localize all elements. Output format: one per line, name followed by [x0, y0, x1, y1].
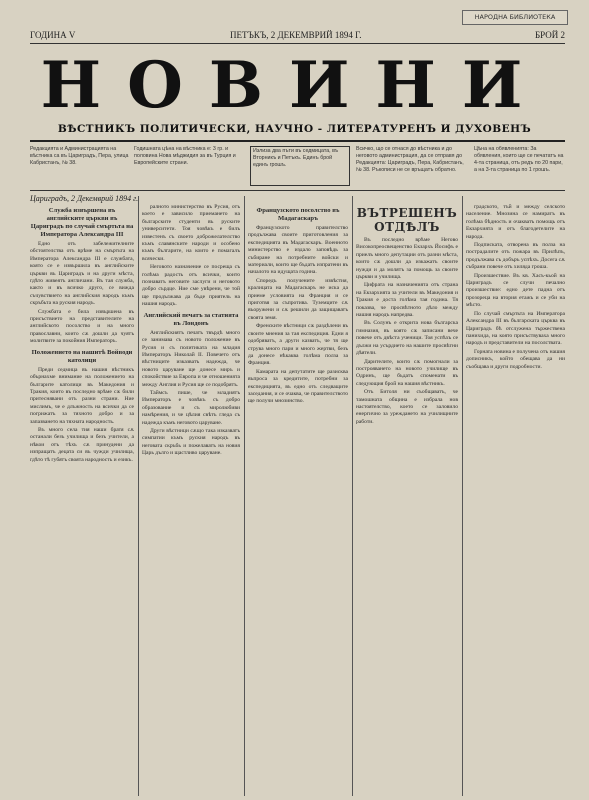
masthead-subtitle: ВѢСТНИКЪ ПОЛИТИЧЕСКИ, НАУЧНО - ЛИТЕРАТУРЕНЪ И ДУХОВЕНЪ: [57, 123, 532, 135]
article-paragraph: Французското правителство продължава своите приготовления за експедицията въ Мадагаскаръ. Военното министерство е издало заповѣдь за събиране на потребните войски и материали, които ще бъдатъ изпратени въ началото на идущата година.: [248, 225, 348, 276]
article-paragraph: Въ последно врѣме Негово Високопреосвещенство Екзархъ Йосифъ е приелъ много депутации отъ разни мѣста, които сѫ дошли да изкажатъ своите нужди и да молятъ за помощь за своите църкви и училища.: [356, 237, 458, 281]
info-publication: Излиза два пъти въ седмицата, въ Вторникъ и Петъкъ. Единъ брой единъ грошъ.: [250, 146, 350, 186]
article-heading: Английский печатъ за статията въ Лондонъ: [143, 311, 239, 327]
article-heading: Служба извършена въ английските църкви въ Цариградъ по случай смъртьта на Императора Александра III: [30, 207, 134, 238]
info-row: [30, 146, 565, 188]
article-paragraph: градското, тъй и между селското население. Мнозина се намиратъ въ голѣма бѣдность и очакватъ помощь отъ Екзархията и отъ благодетелите на народа.: [466, 204, 565, 240]
article-paragraph: Произшествие. Въ кв. Хасъ-кьой на Цариградъ се случи печално произшествие: едно дете падна отъ прозореца на втория етажъ и се уби на мѣсто.: [466, 272, 565, 309]
column-divider: [462, 196, 463, 796]
date-label: ПЕТЪКЪ, 2 ДЕКЕМВРИЙ 1894 Г.: [230, 30, 362, 40]
article-paragraph: Подписката, отворена въ полза на пострадалите отъ пожара въ Прилѣпъ, продължава съ добъръ успѣхъ. Досега сѫ събрани повече отъ хиляда гроша.: [466, 242, 565, 271]
column-1: [30, 204, 134, 794]
header-line: [30, 30, 565, 44]
article-paragraph: Цифрата на назначенията отъ страна на Екзархията за учители въ Македония и Тракия е доста голѣма тая година. Тя показва, че просвѣтното дѣло между нашия народъ напредва.: [356, 282, 458, 319]
article-paragraph: Неговото назначение се посреща съ голѣма радость отъ всички, които познаватъ неговите заслуги и неговото добро сърдце. Ние сме увѣрени, че той ще продължава да бъде приятель на нашия народъ.: [142, 264, 240, 308]
article-paragraph: Горната новина е получена отъ нашия дописникъ, който обещава да ни съобщава и други подробности.: [466, 348, 565, 370]
column-divider: [352, 196, 353, 796]
article-paragraph: Английскиятъ печатъ твърдѣ много се занимава съ новото положение въ Русия и съ политиката на младия Императоръ Николай II. Повечето отъ вѣстниците изказватъ надежда, че новото царуване ще донесе миръ и спокойствие за Европа и че отношенията между Англия и Русия ще се подобрятъ.: [142, 329, 240, 388]
info-subscription: Годишната цѣна на вѣстника е: 3 гр. и половина Нова мѣджидия за въ Турция и Европейските страни.: [134, 146, 236, 166]
info-advertising: Цѣна на обявленията: За обявления, които ще се печататъ на 4-та страница, отъ редъ по 20 пари, а на 3-та страница по 1 грошъ.: [474, 146, 564, 173]
masthead-rule: [30, 140, 565, 142]
article-paragraph: Камарата на депутатите ще разисква въпроса за кредитите, потребни за експедицията, въ едно отъ следващите заседания, и се очаква, че правителството ще получи мнозинство.: [248, 368, 348, 405]
column-divider: [244, 196, 245, 796]
article-paragraph: ралното министерство въ Русия, отъ което е зависило приемането на българските студенти въ руските университети. Тоя човѣкъ е билъ известенъ съ своето доброжелателство къмъ славянските народи и особено къмъ българите, на които е помагалъ всячески.: [142, 204, 240, 262]
column-4: [356, 204, 458, 794]
issue-label: БРОЙ 2: [534, 30, 565, 40]
masthead-title: НОВИНИ: [40, 48, 549, 123]
top-rule: [30, 43, 565, 44]
article-heading: Положението на нашитѣ Войводи католици: [31, 348, 133, 364]
article-paragraph: Френските вѣстници сѫ раздѣлени въ своите мнения за тая експедиция. Едни я одобряватъ, а други казватъ, че тя ще струва много пари и много жертви, безъ да донесе нѣкаква голѣма полза за Франция.: [248, 323, 348, 367]
article-paragraph: Отъ Битоля ни съобщаватъ, че тамошната община е избрала нов настоятелство, което се заловило енергично за уреждането на училищните работи.: [356, 389, 458, 425]
article-paragraph: Споредъ получените извѣстия, кралицата на Мадагаскаръ не иска да приеме условията на Франция и се приготвя за съпротива. Туземците сѫ въоружени и сѫ решили да защищаватъ своята земя.: [248, 277, 348, 321]
column-2: [142, 204, 240, 794]
info-rule: [30, 190, 565, 191]
column-5: [466, 204, 565, 794]
year-label: ГОДИНА V: [30, 30, 76, 40]
article-paragraph: Въ Солунъ е открита нова българска гимназия, въ която сѫ записани вече повече отъ двѣста ученици. Тоя успѣхъ се дължи на усърдието на нашите просвѣтни дѣятели.: [356, 320, 458, 357]
article-paragraph: Въ много села тия наши братя сѫ останали безъ училища и безъ учители, а нѣкои отъ тѣхъ сѫ принудени да изпращатъ децата си въ чужди училища, гдѣто тѣ губятъ своята народность и езикъ.: [30, 426, 134, 463]
article-heading: Французското посолство въ Мадагаскаръ: [256, 207, 340, 222]
article-paragraph: Едно отъ забележителните обстоятелства отъ врѣме на смъртьта на Императора Александра III е службата, която се е извършила въ английските църкви въ Цариградъ и на други мѣста, гдѣто живеятъ англичани. Въ тая служба, както и въ всичко друго, се вижда съчувствието на английския народъ къмъ скръбьта на руския народъ.: [30, 241, 134, 307]
library-stamp: НАРОДНА БИБЛИОТЕКА: [462, 10, 568, 25]
dateline: Цариградъ, 2 Декемврий 1894 г.: [30, 194, 139, 203]
article-paragraph: Преди седмица въ нашия вѣстникъ обърнахме внимание на положението на българите католици въ Македония и Тракия, които въ последно врѣме сѫ били притеснявани отъ разни страни. Ние мислимъ, че е длъжность на всички да се погрижатъ за тяхното добро и за запазването на тяхната народность.: [30, 366, 134, 425]
article-paragraph: Службата е била извършена въ присъствието на представителите на английското посолство и на много православни, които сѫ дошли да чуятъ молитвите за покойния Императоръ.: [30, 308, 134, 345]
info-correspondence: Всичко, що се отнася до вѣстника и до неговото администрация, да се отправя до Редакцията: Цариградъ, Пера, Кабристанъ, № 38. Ръкописи не се връщатъ обратно.: [356, 146, 464, 173]
article-paragraph: По случай смъртьта на Императора Александра III въ българската църква въ Цариградъ бѣ отслужена тържествена панихида, на която присъствуваха много народъ и представители на посолствата.: [466, 310, 565, 347]
column-divider: [138, 196, 139, 796]
article-paragraph: Други вѣстници сѫщо така изказватъ симпатии къмъ руския народъ въ неговата скръбь и пожелаватъ на новия Царь дълго и щастливо царуване.: [142, 427, 240, 457]
section-heading: ВЪТРЕШЕНЪ ОТДѢЛЪ: [356, 206, 458, 234]
column-3: [248, 204, 348, 794]
article-paragraph: Дарителите, които сѫ помогнали за построяването на новото училище въ Одринъ, ще бъдатъ споменати въ следующия брой на нашия вѣстникъ.: [356, 358, 458, 387]
article-paragraph: Таймсъ пише, че младиятъ Императоръ е човѣкъ съ добро образование и съ миролюбиви намѣрения, и че цѣлия свѣтъ гледа съ надежда къмъ неговото царуване.: [142, 389, 240, 426]
info-administration: Редакцията и Администрацията на вѣстника са въ Цариградъ, Пера, улица Кабристанъ, № 38.: [30, 146, 129, 166]
